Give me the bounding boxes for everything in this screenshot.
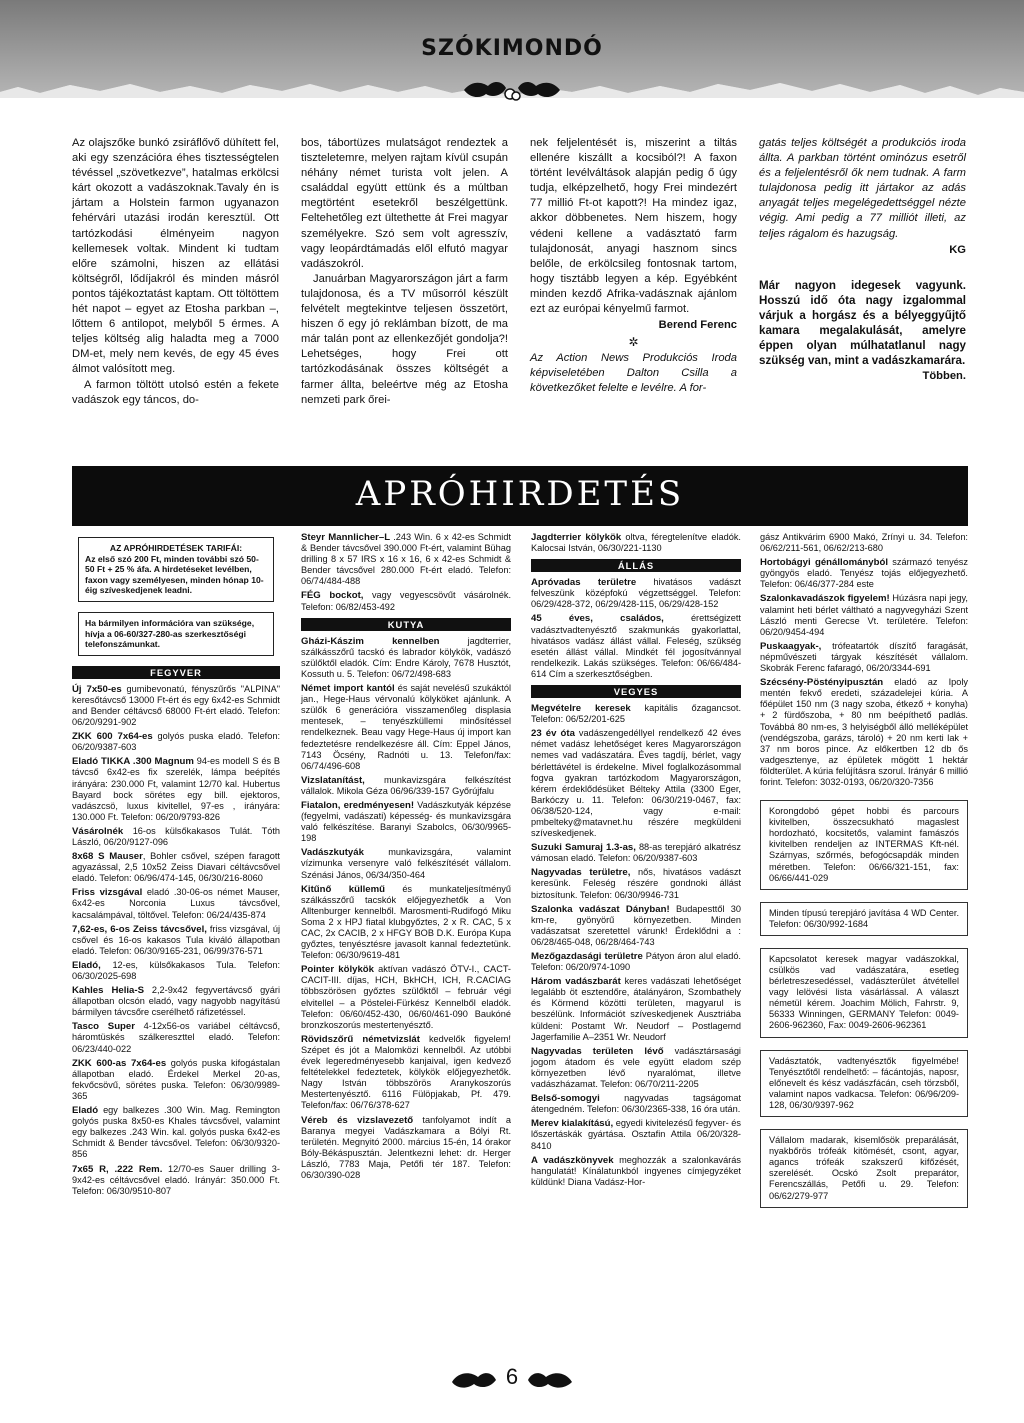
classified-ad-text: .243 Win. 6 x 42-es Schmidt & Bender távcsővel 390.000 Ft-ért, valamint Bühag drilling 8 x 57 IRS x 16 x 16, 6 x 42-es Schmidt & Bender távcsővel 280.000 Ft-ért eladó. Telefon: 06/74/484-488 — [301, 532, 511, 587]
oak-leaf-ornament-icon — [462, 76, 562, 107]
classified-ad — [531, 842, 741, 864]
classified-ad — [531, 577, 741, 610]
classified-ad-text: meghozzák a szalonkavárás hangulatát! Kínálatunkból ingyenes címjegyzéket küldünk! Diana Vadász-Hor- — [531, 1154, 741, 1187]
classified-ad-text: munkavizsgára felkészítést vállalok. Mikola Géza 06/96/339-157 Győrújfalu — [301, 774, 511, 796]
article-paragraph: Az olajszőke bunkó zsiráflővő dühített fel, aki egy szenzációra éhes tisztességtelen tévéssel „szövetkezve”, hatalmas erkölcsi kárt okozott a vadászoknak.Tavaly én is jártam a Holstein farmon ugyanazon fehérvári utazási irodán keresztül. Ott tartózkodási élményeim nagyon kellemesek voltak. Mindent ki tudtam előre számolni, hiszen az ellátási költségről, lődíjakról és minden másról pontos tájékoztatást kaptam. Ott töltöttem hét napot – egyet az Etosha parkban –, lőttem 6 antilopot, melyből 5 érmes. A teljes költség alig haladta meg a 7000 DM-et, mely nem kevés, de egy 45 éves álmot valósított meg. — [72, 137, 279, 376]
classified-ad — [531, 1155, 741, 1188]
classified-ad-heading: Pointer kölykök — [301, 964, 375, 976]
classified-ad-heading: Kahles Helia-S — [72, 985, 144, 997]
classified-ad-text: friss vizsgával, új csővel és 16-os kakasos Tula kiváló állapotban eladó. Telefon: 06/30/9165-231, 06/99/376-571 — [72, 923, 280, 956]
classified-ad-heading: Három vadászbarát — [531, 976, 621, 988]
classified-ad — [301, 884, 511, 962]
classified-ad-text: eladó .30-06-os német Mauser, 6x42-es Norconia Luxus távcsővel, kacsalámpával, töltővel. Telefon: 06/24/435-874 — [72, 887, 280, 920]
classified-ad-heading: Belső-somogyi — [531, 1093, 600, 1105]
author-signature: Többen. — [922, 370, 966, 383]
article-reply-text: gatás teljes költségét a produkciós iroda állta. A parkban történt ominózus esetről és a feljelentésről ők nem tudnak. A farm tulajdonosa pedig itt jártakor az adás anyagát teljes megelégedettséggel nézte végig. Ami pedig a 77 milliót illeti, az teljes rágalom és hazugság. — [759, 137, 966, 240]
classified-ad — [72, 1105, 280, 1160]
classified-ad — [531, 976, 741, 1043]
article-column-4 — [759, 136, 966, 384]
classified-ad-heading: Német import kantól — [301, 683, 395, 695]
classified-ad-heading: Vadászkutyák — [301, 847, 364, 859]
classified-ad-text: , Bohler csővel, szépen faragott agyazással, 2,5 10x52 Zeiss Diavari céltávcsővel eladó. Telefon: 06/96/474-145, 06/30/216-8060 — [72, 851, 280, 884]
classified-ad-heading: Puskaagyak-, — [760, 640, 822, 652]
classified-ad — [301, 1034, 511, 1112]
classified-ad-text: tanfolyamot indít a Baranya megyei Vadászkamara a Bólyi Rt. területén. Megnyitó 2000. március 15-én, 14 órakor Bóly-Békáspusztán. Jelentkezni lehet: dr. Herger László, 7783 Maja, Petőfi tér 187. Telefon: 06/30/390-028 — [301, 1114, 511, 1180]
framed-classified-ad: Minden típusú terepjáró javítása 4 WD Center. Telefon: 06/30/992-1684 — [760, 902, 968, 936]
article-paragraph: nek feljelentését is, miszerint a tiltás ellenére kiszállt a kocsiból?! A faxon történt levélváltások alapján pedig ő úgy tudja, elképzelhető, hogy Frei mindezért 77 millió Ft-ot kapott?! Ha mindez igaz, akkor döbbenetes. Nem hiszem, hogy védeni kellene a vadásztató farm tulajdonosát, anyagi hasznom sincs belőle, de erkölcsileg fontosnak tartom, hogy tisztább legyen a kép. Egyébként minden kezdő Afrika-vadásznak ajánlom ezt az európai kényelmű farmot. — [530, 137, 737, 316]
classified-ad — [301, 847, 511, 880]
classified-ad-text: 88-as terepjáró alkatrész vámosan eladó. Telefon: 06/20/9387-603 — [531, 842, 741, 864]
tariff-box — [78, 537, 274, 602]
reader-letters-article — [72, 136, 968, 458]
info-box — [78, 612, 274, 656]
classified-ad-heading: Tasco Super — [72, 1021, 135, 1033]
classifieds-banner — [72, 466, 968, 526]
classified-ad-text: egy balkezes .300 Win. Mag. Remington golyós puska 8x50-es Khales távcsővel, valamint egy balkezes .243 Win. kal. golyós puska 6x42-es Schmidt & Bender távcsővel. Telefon: 06/30/9320-856 — [72, 1105, 280, 1160]
classified-ad-text: Pátyon áron alul eladó. Telefon: 06/20/974-1090 — [531, 951, 741, 973]
classified-ad — [72, 684, 280, 728]
category-header-kutya: KUTYA — [301, 618, 511, 631]
classified-ad — [531, 1046, 741, 1090]
classified-ad-heading: ZKK 600 7x64-es — [72, 731, 153, 743]
banner-title: APRÓHIRDETÉS — [355, 474, 685, 514]
leaf-right-icon — [528, 1373, 572, 1387]
classified-ad-text: 16-os külsőkakasos Tulát. Tóth László, 06/20/9127-096 — [72, 825, 280, 847]
classifieds-column-3 — [531, 532, 741, 1191]
author-signature: KG — [949, 243, 966, 256]
classified-ad — [72, 985, 280, 1018]
article-paragraph: A farmon töltött utolsó estén a fekete vadászok egy táncos, do- — [72, 378, 279, 406]
classified-ad-text: 12-es, külsőkakasos Tula. Telefon: 06/30/2025-698 — [72, 959, 280, 981]
classified-ad-text: keres vadászati lehetőséget legalább öt esztendőre, átalányáron, Szombathely és Körmend közötti területen, magyarul is beszélünk. Információt szíveskedjenek Ausztriába küldeni: Postamt Wr. Neudorf – Postlagernd Jagerfamilie A–2351 Wr. Neudorf — [531, 976, 741, 1042]
classified-ad — [72, 1058, 280, 1102]
framed-ad-list — [760, 800, 968, 1208]
classified-ad-heading: Eladó — [72, 1105, 99, 1117]
classified-ad — [72, 960, 280, 982]
classified-ad-text: származó tenyész gyöngyös eladó. Tenyész tojás előjegyezhető. Telefon: 06/46/377-284 este — [760, 557, 968, 590]
article-column-3 — [530, 136, 737, 397]
framed-classified-ad: Vadásztatók, vadtenyésztők figyelmébe! Tenyésztőtől rendelhető: – fácántojás, naposr, előnevelt és kész vadászfácán, cseh törzsből, valamint napos vadkacsa. Telefon: 06/96/209-128, 06/30/9397-962 — [760, 1050, 968, 1117]
classified-ad — [760, 557, 968, 590]
classified-ad — [301, 532, 511, 587]
classified-ad-heading: Szalonka vadászat Dányban! — [531, 903, 670, 915]
article-column-2 — [301, 136, 508, 408]
category-header-fegyver: FEGYVER — [72, 666, 280, 679]
classified-ad-text: golyós puska kifogástalan állapotban eladó. Érdekel Merkel 20-as, fekvőcsövű, sörétes puska. Telefon: 06/30/9989-365 — [72, 1057, 280, 1101]
classified-ad-text: jagdterrier, szálkásszőrű tacskó és labrador kölykök, vadászó szülőktől eladók. Cím: Endre Károly, 7678 Husztót, Kossuth u. 5. Telefon: 06/72/498-683 — [301, 635, 511, 679]
classified-ad-text: és munkateljesítményű szálkásszőrű tacskók előjegyezhetők a Von Alltenburger kennelből. Marosmenti-Rudifogó Miku Soma 2 x HPJ fiatal klubgyőztes, 2 x R. CAC, 5 x CAC, 2x CACIB, 2 x HFGY BOB D.K. Európa Kupa győztes, tenyésztésre javasolt kannal fedeztetünk. Telefon: 06/30/9619-481 — [301, 883, 512, 961]
classified-ad-heading: Kitűnő küllemű — [301, 883, 386, 895]
classified-ad — [72, 731, 280, 753]
classified-ad-text: 94-es modell S és B távcső 6x42-es fix szerelék, lámpa beépítés irányára: 230.000 Ft, valamint 12/70 kal. Hubertus Bayard bock sörétes egy bill. ejektoros, vadászcsö, luxus kivitellel, 97-es , irányára: 130.000 Ft. Telefon: 06/20/9793-826 — [72, 756, 280, 822]
classified-ad-text: 2,2-9x42 fegyvertávcső gyári állapotban olcsón eladó, vagy nagyobb nagyítású bármilyen távcsőre cserélhető ráfizetéssel. — [72, 985, 280, 1018]
classified-ad-heading: Vásárolnék — [72, 825, 124, 837]
page-number: 6 — [505, 1364, 519, 1389]
classified-ad — [72, 1164, 280, 1197]
classified-ad-heading: Nagyvadas területre, — [531, 867, 631, 879]
classified-ad — [531, 728, 741, 839]
article-reply-intro: Az Action News Produkciós Iroda képviseletében Dalton Csilla a következőket felelte e levélre. A for- — [530, 352, 737, 395]
classifieds-column-2 — [301, 532, 511, 1184]
ad-list — [531, 532, 741, 554]
classified-ad — [72, 924, 280, 957]
classified-ad-heading: Nagyvadas területen lévő — [531, 1045, 664, 1057]
classified-ad-heading: Apróvadas területre — [531, 577, 637, 589]
ad-list — [531, 703, 741, 1188]
ad-list — [301, 636, 511, 1181]
classified-ad — [72, 851, 280, 884]
article-column-1 — [72, 136, 279, 408]
classified-ad — [72, 887, 280, 920]
classified-ad-text: érettségizett vadásztvadtenyésztő szakmunkás gyakorlattal, hivatásos vadász állást vállal. Feleség, szükség esetén állást vállal. Mindkét fél jogosítvánnyal rendelkezik. Lakás szükséges. Telefon: 06/66/484-614 Cím a szerkesztőségben. — [531, 613, 741, 679]
classified-ad-text: és saját nevelésű szukáktól jan., Hege-Haus vérvonalú kölyköket ajánlunk. A szülők 6 generációra visszamenőleg displasia mentesek, – tenyészküllemi minősítéssel rendelkeznek. Beau vagy Hege-Haus új import kan fedeztetésre rendelkezésre áll. Cím: Eppel János, 7143 Öcsény, Radnóti u. 13. Telefon/fax: 06/74/496-608 — [301, 683, 511, 771]
classified-ad-text: Húzásra napi jegy, valamint heti bérlet váltható a nagyvegyházi Szent László menti Gerecse Vt. területére. Telefon: 06/20/9454-494 — [760, 593, 968, 637]
classified-ad-heading: 8x68 S Mauser — [72, 851, 143, 863]
classified-ad-heading: Vizslatanítást, — [301, 774, 365, 786]
classified-ad-heading: 7x65 R, .222 Rem. — [72, 1163, 163, 1175]
classified-ad — [301, 1115, 511, 1182]
classified-ad — [301, 964, 511, 1031]
classified-ad-text: golyós puska eladó. Telefon: 06/20/9387-603 — [72, 731, 280, 753]
classified-ad-text: Vadászkutyák képzése (fegyelmi, vadászati) képesség- és munkavizsgára való felkészítése. Baranyi Szabolcs, 06/30/9965-198 — [301, 799, 512, 844]
ad-list — [760, 532, 968, 788]
classified-ad — [72, 1021, 280, 1054]
classified-ad-text: vadászengedéllyel rendelkező 42 éves német vadász lehetőséget keres Magyarországon nemes vad vadászatára. Éves tagdíj, bérlet, vagy bérlettávétel is érdekelne. Mivel foglalkozásommal fogva gyakran tartózkodom Magyarországon, kérem érdeklődésüket Bélteky Attila (3300 Eger, Barkóczy u. 11. Telefon: 06/30/219-0467, fax: 06/38/520-124, vagy e-mail: pmbelteky@matavnet.hu részére megküldeni szíveskedjenek. — [531, 728, 741, 839]
classified-ad-text: 4-12x56-os variábel céltávcső, háromtüskés szálkereszttel eladó. Telefon: 06/23/440-022 — [72, 1021, 280, 1054]
classified-ad-text: oltva, féregtelenítve eladók. Kalocsai István, 06/30/221-1130 — [531, 532, 741, 554]
classified-ad — [301, 636, 511, 680]
classified-ad-text: eladó az Ipoly mentén fekvő eredeti, századelejei kúria. A főépület 150 nm (3 nagy szoba, étkező + konyha) + 2 fürdőszoba, + 80 nm beépíthető padlás. Továbbá 80 nm-es, 3 helyiségből álló melléképület (vendégszoba, garázs, tároló) + 20 nm kerti lak + 37 nm boros pince. Az előkertben 12 db ős vadgesztenye, az épületek mögött 1 hektár földterület. A kúria felújításra szorul. Irányár 6 millió forint. Telefon: 3032-0193, 06/20/320-7356 — [760, 677, 968, 787]
classified-ad-text: gász Antikvárim 6900 Makó, Zrínyi u. 34. Telefon: 06/62/211-561, 06/62/213-680 — [760, 532, 968, 554]
classified-ad-text: vadásztársasági jogom átadom és vele együtt eladom szép környezetben lévő nyaralómat, illetve vadászházamat. Telefon: 06/70/211-2205 — [531, 1045, 741, 1090]
classified-ad — [760, 593, 968, 637]
classified-ad-heading: Új 7x50-es — [72, 683, 122, 695]
classified-ad-heading: Jagdterrier kölykök — [531, 532, 622, 543]
snowflake-ornament-icon: ✲ — [628, 335, 639, 350]
classified-ad-heading: Fiatalon, eredményesen! — [301, 799, 415, 811]
article-paragraph: Januárban Magyarországon járt a farm tulajdonosa, és a TV műsorról készült felvételt megtekintve teljesen összetört, hiszen ő egy jó reklámban bízott, de ma már talán pont az ellenkezőjét gondolja?! Lehetséges, hogy Frei ott tartózkodásának összes költségét a farmer állta, beleértve még az Etosha nemzeti park őrei- — [301, 272, 508, 406]
ad-list — [72, 684, 280, 1197]
classified-ad-heading: Steyr Mannlicher–L — [301, 532, 391, 543]
classified-ad — [301, 683, 511, 772]
classified-ad-heading: 45 éves, családos, — [531, 613, 664, 625]
classified-ad-text: aktívan vadászó ÖTV-I., CACT-CACIT-III. díjas, HCH, BkHCH, ICH, R.CACIAG többszörösen győztes szülőktől – február végi elvitellel – a Pöstelei-Fürkész Kennelből eladók. Telefon: 06/60/452-430, 06/60/461-090 Baukóné bronzkoszorús mestertenyésztő. — [301, 964, 511, 1030]
classified-ad-heading: Rövidszőrű németvizslát — [301, 1033, 420, 1045]
classified-ad-text: vagy vegyescsövűt vásárolnék. Telefon: 06/82/453-492 — [301, 590, 511, 612]
author-signature: Berend Ferenc — [658, 319, 737, 332]
classified-ad — [760, 641, 968, 674]
classified-ad-heading: Szécsény-Pöstényipusztán — [760, 677, 884, 689]
classified-ad-heading: Megvételre keresek — [531, 703, 631, 715]
classifieds-column-4 — [760, 532, 968, 1218]
article-paragraph: bos, tábortüzes mulatságot rendeztek a tiszteletemre, melyen rajtam kívül csupán néhány német turista volt jelen. A családdal együtt ettünk és a múltban megtörtént esetekről beszélgettünk. Feltehetőleg ezt ültethette át Frei magyar személyekre. Szó sem volt agresszív, vagy leopárdtámadás elől elfutó magyar vadászokról. — [301, 137, 508, 270]
classified-ad-heading: 7,62-es, 6-os Zeiss távcsővel, — [72, 923, 207, 935]
classified-ad-heading: Friss vizsgával — [72, 887, 143, 899]
classified-ad — [301, 775, 511, 797]
classified-ad — [531, 703, 741, 725]
info-text: Ha bármilyen információra van szüksége, hívja a 06-60/327-280-as szerkesztőségi telefonszámunkat. — [85, 617, 255, 650]
classified-ad — [301, 800, 511, 844]
classified-ad-text: gumibevonatú, fényszűrős "ALPINA" keresőtávcső 13000 Ft-ért és egy 6x42-es Schmidt and Bender céltávcső 68000 Ft-ért eladó. Telefon: 06/20/9291-902 — [72, 683, 281, 728]
framed-classified-ad: Korongdobó gépet hobbi és parcours kivitelben, összecsukható magaslest hordozható, kocsitetős, valamint famászós kivitelben rendeljen az INTERMAS Kft-nél. Szárnyas, szőrmés, befogócsapdák minden méretben. Telefon: 06/66/321-151, fax: 06/66/441-029 — [760, 800, 968, 890]
classified-ad — [531, 532, 741, 554]
classified-ad-heading: 23 év óta — [531, 728, 575, 740]
classified-ad — [72, 826, 280, 848]
classified-ad-text: hivatásos vadászt felveszünk középfokú végzettséggel. Telefon: 06/29/428-372, 06/29/428-115, 06/29/428-152 — [531, 577, 741, 610]
classified-ad-text: Budapesttől 30 km-re, gyönyörű környezetben. Minden vadászatsat szeretettel várunk! Érdeklődni a : 06/28/465-048, 06/28/464-743 — [531, 903, 741, 947]
framed-classified-ad: Vállalom madarak, kisemlősök preparálását, nyakbőrös trófeák kitömését, csont, agyar, agancs trófeák szakszerű kifőzését, szerelését. Ocskó Zsolt preparátor, Ferencszállás, Petőfi u. 29. Telefon: 06/62/279-977 — [760, 1129, 968, 1208]
classified-ad-heading: Hortobágyi génállományból — [760, 557, 889, 569]
ad-list — [531, 577, 741, 680]
tariff-title: AZ APRÓHIRDETÉSEK TARIFÁI: — [109, 543, 243, 553]
classifieds-column-1 — [72, 532, 280, 1200]
classified-ad-text: kedvelők figyelem! Szépet és jót a Malomközi kennelből. Az utóbbi évek legeredményesebb kanjaival, igen kedvező feltételekkel fedeztetek, kölykök előjegyezhetők. Nagy István többszörös Aranykoszorús Mestertenyésztő. 6116 Fülöpjakab, Pf. 479. Telefon/fax: 06/76/378-627 — [301, 1033, 511, 1111]
category-header-allas: ÁLLÁS — [531, 559, 741, 572]
letter-bold-paragraph: Már nagyon idegesek vagyunk. Hosszú idő óta nagy izgalommal várjuk a horgász és a bélyeggyűjtő kamara megalakulását, amelyre éppen olyan múlhatatlanul nagy szükség van, mint a vadászkamarára. — [759, 278, 966, 368]
classified-ad-heading: Szalonkavadászok figyelem! — [760, 593, 890, 605]
framed-classified-ad: Kapcsolatot keresek magyar vadászokkal, csülkös vad vadászatára, esetleg bérletreszesedéssel, vadászterület átvétellel vagy lelövési lista vásárlással. A választ németül kérem. Joachim Mölich, Fahrstr. 9, 56333 Winningen, GERMANY Telefon: 0049-2606-962360, Fax: 0049-2606-962361 — [760, 948, 968, 1038]
classified-ad-text: nős, hivatásos vadászt keresünk. Feleség részére gondnoki állást biztosítunk. Telefon: 06/30/9946-731 — [531, 867, 742, 900]
classified-ad — [531, 904, 741, 948]
classified-ad — [531, 1118, 741, 1151]
category-header-vegyes: VEGYES — [531, 685, 741, 698]
ad-list — [301, 532, 511, 613]
classified-ad-heading: Véreb és vizslavezető — [301, 1114, 414, 1126]
classified-ad — [531, 867, 741, 900]
classified-ad-heading: Suzuki Samuraj 1.3-as, — [531, 842, 636, 854]
classified-ad-heading: ZKK 600-as 7x64-es — [72, 1057, 167, 1069]
tariff-text: Az első szó 200 Ft, minden további szó 50-50 Ft + 25 % áfa. A hirdetéseket levélben, faxon vagy személyesen, minden hónap 10-éig szíveskedjenek leadni. — [85, 553, 264, 596]
classified-ad — [760, 532, 968, 554]
classified-ad-text: egyedi kivitelezésű fegyver- és lőszertáskák gyártása. Osztafin Attila 06/20/328-8410 — [531, 1118, 741, 1151]
classified-ad — [72, 756, 280, 823]
classified-ad — [531, 951, 741, 973]
section-title: SZÓKIMONDÓ — [421, 36, 603, 61]
classified-ad-text: trófeatartók díszítő faragását, népművészeti tárgyak készítését vállalom. Skobrák Ferenc fafaragó, 06/20/3344-691 — [760, 640, 968, 674]
classified-ad-text: nagyvadas tagságomat átengedném. Telefon: 06/30/2365-338, 16 óra után. — [531, 1093, 741, 1115]
classified-ad-heading: Eladó TIKKA .300 Magnum — [72, 756, 194, 768]
classified-ad — [760, 677, 968, 788]
classified-ad — [531, 1093, 741, 1115]
classified-ad — [531, 613, 741, 680]
classified-ad-heading: FÉG bockot, — [301, 590, 364, 602]
classified-ad-text: kapitális őzagancsot. Telefon: 06/52/201-625 — [531, 703, 741, 725]
leaf-left-icon — [452, 1373, 496, 1387]
classified-ad-text: munkavizsgára, valamint vízimunka versenyre való felkészítését vállalom. Szénási János, 06/34/350-464 — [301, 847, 511, 880]
classified-ad-heading: A vadászkönyvek — [531, 1154, 614, 1166]
classified-ad-heading: Eladó, — [72, 959, 101, 971]
classified-ad-heading: Mezőgazdasági területre — [531, 951, 643, 962]
classified-ad — [301, 590, 511, 612]
classified-ad-heading: Merev kialakítású, — [531, 1118, 614, 1130]
classified-ad-text: 12/70-es Sauer drilling 3-9x42-es céltávcsővel eladó. Irányár: 350.000 Ft. Telefon: 06/30/9510-807 — [72, 1163, 280, 1196]
classified-ad-heading: Gházi-Kászim kennelben — [301, 635, 440, 647]
